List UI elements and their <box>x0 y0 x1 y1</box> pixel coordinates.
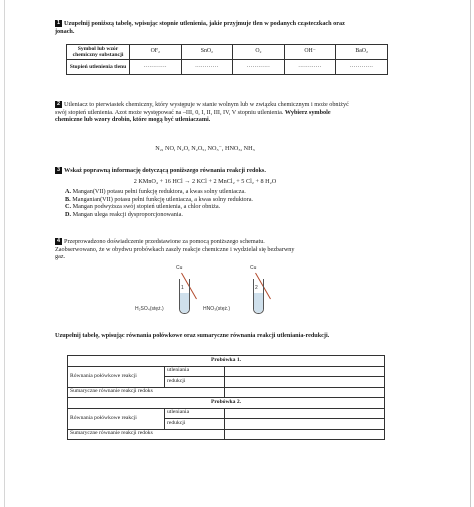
redox-equation: 2 KMnO₄ + 16 HCl → 2 KCl + 2 MnCl₂ + 5 Cl₂ + 8 H₂O <box>133 178 277 185</box>
task-2-text: Utleniacz to pierwiastek chemiczny, który występuje w stanie wolnym lub w związku chemicznym i może obniżyć swój stopień utlenienia. Azot może występować na –III, 0, I, II, III, IV, V stopniu utlenienia. <box>55 101 349 116</box>
task-4 <box>55 238 305 261</box>
row-header-oxidation: Stopień utlenienia tlenu <box>67 60 130 75</box>
answer-cell[interactable]: ............ <box>284 60 336 75</box>
answer-cell[interactable]: ............ <box>233 60 285 75</box>
sum-equation-label: Sumaryczne równanie reakcji redoks <box>68 429 225 440</box>
table-row <box>68 366 385 377</box>
option-d[interactable]: D. Mangan ulega reakcji dysproporcjonowania. <box>65 210 183 218</box>
symbol-cell: OF₂ <box>130 45 182 60</box>
task-4-instruction: Uzupełnij tabelę, wpisując równania połówkowe oraz sumaryczne równania reakcji utleniania-redukcji. <box>55 332 330 339</box>
tube-1-liquid <box>180 293 189 313</box>
tube-2-liquid <box>254 293 263 313</box>
symbol-cell: BaO₂ <box>336 45 388 60</box>
symbol-cell: O₂ <box>233 45 285 60</box>
experiment-scheme <box>125 265 285 327</box>
task-3 <box>55 167 355 175</box>
table-row <box>68 408 385 419</box>
option-b[interactable]: B. Manganian(VII) potasu pełni funkcję utleniacza, a kwas solny reduktora. <box>65 195 253 203</box>
task-3-text: Wskaż poprawną informację dotyczącą poniższego równania reakcji redoks. <box>64 167 266 174</box>
task-2-instruction: Wybierz symbole chemiczne lub wzory drobin, które mogą być utleniaczami. <box>55 108 331 124</box>
table-row <box>68 398 385 409</box>
table-row <box>68 356 385 367</box>
answer-cell[interactable] <box>225 429 385 440</box>
sum-equation-label: Sumaryczne równanie reakcji redoks <box>68 387 225 398</box>
symbol-cell: OH⁻ <box>284 45 336 60</box>
option-a[interactable]: A. Mangan(VII) potasu pełni funkcję reduktora, a kwas solny utleniacza. <box>65 188 246 195</box>
answer-cell[interactable] <box>225 419 385 430</box>
reduction-label: redukcji <box>165 419 225 430</box>
answer-cell[interactable]: ............ <box>336 60 388 75</box>
task-1 <box>55 20 345 35</box>
oxidation-label: utleniania <box>165 366 225 377</box>
symbol-cell: SnO₂ <box>181 45 233 60</box>
tube-1-metal-label: Cu <box>176 265 183 271</box>
option-c[interactable]: C. Mangan podwyższa swój stopień utlenienia, a chlor obniża. <box>65 203 221 211</box>
task-1-text: Uzupełnij poniższą tabelę, wpisując stopnie utlenienia, jakie przyjmuje tlen w podanych cząsteczkach oraz jonach. <box>55 20 345 35</box>
probowka-2-title: Probówka 2. <box>68 398 385 409</box>
answer-cell[interactable]: ............ <box>130 60 182 75</box>
task-2-formulas: N₂, NO, N₂O, N₂O₅, NO₃⁻, HNO₃, NH₃ <box>155 145 255 152</box>
table-row <box>68 387 385 398</box>
task-3-options <box>55 188 355 218</box>
answer-cell[interactable] <box>225 377 385 388</box>
answer-cell[interactable] <box>225 366 385 377</box>
task-1-number: 1 <box>56 20 61 27</box>
task-4-text: Przeprowadzono doświadczenie przedstawione za pomocą poniższego schematu. Zaobserwowano, że w obydwu probówkach zaszły reakcje chemiczne i wydzielał się bezbarwny gaz. <box>55 238 295 261</box>
task-4-number: 4 <box>56 238 61 245</box>
answer-cell[interactable] <box>225 387 385 398</box>
tube-2-number: 2 <box>255 285 258 291</box>
table-row <box>67 60 388 75</box>
task-2 <box>55 101 355 124</box>
half-reactions-label: Równania połówkowe reakcji <box>68 408 165 429</box>
left-edge <box>4 0 5 507</box>
oxidation-label: utleniania <box>165 408 225 419</box>
task-3-number: 3 <box>56 167 61 174</box>
tube-2-reagent-label: HNO₃(stęż.) <box>203 306 231 312</box>
redox-table <box>67 355 385 440</box>
table-row <box>67 45 388 60</box>
reduction-label: redukcji <box>165 377 225 388</box>
oxidation-table <box>66 44 388 75</box>
tube-1-reagent-label: H₂SO₄(stęż.) <box>135 306 164 312</box>
right-edge <box>470 0 471 507</box>
half-reactions-label: Równania połówkowe reakcji <box>68 366 165 387</box>
probowka-1-title: Probówka 1. <box>68 356 385 367</box>
tube-2-metal-label: Cu <box>250 265 257 271</box>
answer-cell[interactable]: ............ <box>181 60 233 75</box>
tube-1-number: 1 <box>181 285 184 291</box>
answer-cell[interactable] <box>225 408 385 419</box>
table-row <box>68 429 385 440</box>
row-header-formula: Symbol lub wzór chemiczny substancji <box>67 45 130 60</box>
task-2-number: 2 <box>56 101 61 108</box>
